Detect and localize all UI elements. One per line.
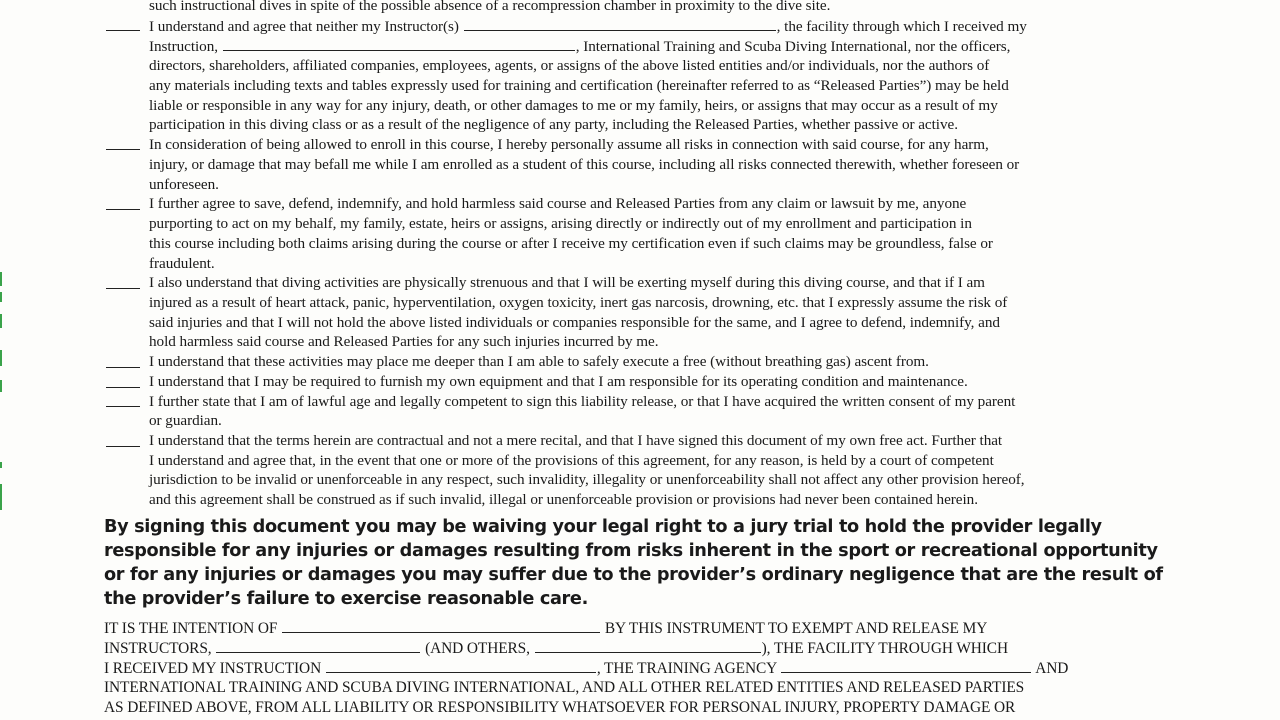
initial-blank[interactable]	[106, 367, 140, 368]
intention-text: IT IS THE INTENTION OF	[104, 620, 278, 637]
initial-blank[interactable]	[106, 387, 140, 388]
instruction-facility-blank[interactable]	[326, 658, 596, 673]
clause-line: In consideration of being allowed to enroll in this course, I hereby personally assume all risks in connection with said course, for any harm,	[149, 136, 989, 153]
clause-line: I understand and agree that, in the event that one or more of the provisions of this agreement, for any reason, is held by a court of competent	[149, 452, 994, 469]
clause-line: purporting to act on my behalf, my family, estate, heirs or assigns, arising directly or indirectly out of my enrollment and participation in	[149, 215, 972, 232]
intention-line: AS DEFINED ABOVE, FROM ALL LIABILITY OR RESPONSIBILITY WHATSOEVER FOR PERSONAL INJURY, PROPERTY DAMAGE OR	[104, 699, 1016, 716]
clause-line: participation in this diving class or as a result of the negligence of any party, including the Released Parties, whether passive or active.	[149, 116, 958, 133]
intention-text: AND	[1035, 660, 1069, 677]
intention-line	[104, 658, 1068, 679]
clause-line: hold harmless said course and Released Parties for any such injuries incurred by me.	[149, 333, 659, 350]
initial-blank[interactable]	[106, 446, 140, 447]
training-agency-blank[interactable]	[781, 658, 1031, 673]
instructor-name-blank[interactable]	[464, 16, 776, 31]
clause-line: any materials including texts and tables expressly used for training and certification (hereinafter referred to as “Released Parties”) may be held	[149, 77, 1009, 94]
initial-blank[interactable]	[106, 30, 140, 31]
initial-blank[interactable]	[106, 406, 140, 407]
intention-text: BY THIS INSTRUMENT TO EXEMPT AND RELEASE MY	[604, 620, 988, 637]
clause-line: fraudulent.	[149, 255, 215, 272]
clause-line: I understand that these activities may place me deeper than I am able to safely execute a free (without breathing gas) ascent from.	[149, 353, 929, 370]
clause-line: I further state that I am of lawful age and legally competent to sign this liability release, or that I have acquired the written consent of my parent	[149, 393, 1016, 410]
intention-line: INTERNATIONAL TRAINING AND SCUBA DIVING INTERNATIONAL, AND ALL OTHER RELATED ENTITIES AND RELEASED PARTIES	[104, 679, 1025, 696]
jury-waiver-warning: responsible for any injuries or damages resulting from risks inherent in the sport or recreational opportunity	[104, 541, 1158, 561]
scan-edge-mark	[0, 350, 2, 366]
instructors-blank[interactable]	[216, 638, 420, 653]
clause-line	[149, 36, 1010, 57]
scan-edge-mark	[0, 314, 2, 328]
clause-line: liable or responsible in any way for any injury, death, or other damages to me or my family, heirs, or assigns that may occur as a result of my	[149, 97, 998, 114]
clause-line: said injuries and that I will not hold the above listed individuals or companies responsible for the same, and I agree to defend, indemnify, and	[149, 314, 1000, 331]
scan-edge-mark	[0, 484, 2, 510]
initial-blank[interactable]	[106, 209, 140, 210]
clause-text: , International Training and Scuba Diving International, nor the officers,	[575, 38, 1011, 55]
jury-waiver-warning: or for any injuries or damages you may suffer due to the provider’s ordinary negligence that are the result of	[104, 565, 1163, 585]
scan-edge-mark	[0, 272, 2, 286]
intention-text: I RECEIVED MY INSTRUCTION	[104, 660, 322, 677]
jury-waiver-warning: By signing this document you may be waiving your legal right to a jury trial to hold the provider legally	[104, 517, 1102, 537]
clause-line: I also understand that diving activities are physically strenuous and that I will be exerting myself during this diving course, and that if I am	[149, 274, 985, 291]
intention-line	[104, 638, 1008, 659]
intention-text: (AND OTHERS,	[425, 640, 530, 657]
intention-text: INSTRUCTORS,	[104, 640, 212, 657]
clause-text: I understand and agree that neither my Instructor(s)	[149, 18, 459, 35]
clause-line: I understand that the terms herein are contractual and not a mere recital, and that I have signed this document of my own free act. Further that	[149, 432, 1003, 449]
student-name-blank[interactable]	[282, 618, 600, 633]
intention-line	[104, 618, 987, 639]
scan-edge-mark	[0, 462, 2, 468]
clause-text: Instruction,	[149, 38, 218, 55]
clause-text: , the facility through which I received my	[776, 18, 1027, 35]
clause-line: I understand that I may be required to furnish my own equipment and that I am responsible for its operating condition and maintenance.	[149, 373, 968, 390]
clause-line: unforeseen.	[149, 176, 219, 193]
clause-line: I further agree to save, defend, indemnify, and hold harmless said course and Released Parties from any claim or lawsuit by me, anyone	[149, 195, 967, 212]
facility-name-blank[interactable]	[223, 36, 575, 51]
scan-edge-mark	[0, 292, 2, 302]
clause-line: directors, shareholders, affiliated companies, employees, agents, or assigns of the above listed entities and/or individuals, nor the authors of	[149, 57, 990, 74]
intention-text: , THE TRAINING AGENCY	[596, 660, 777, 677]
clause-line: jurisdiction to be invalid or unenforceable in any respect, such invalidity, illegality or unenforceability shall not affect any other provision hereof,	[149, 471, 1025, 488]
others-blank[interactable]	[535, 638, 761, 653]
scan-edge-mark	[0, 380, 2, 392]
clause-line: this course including both claims arising during the course or after I receive my certification even if such claims may be groundless, false or	[149, 235, 993, 252]
initial-blank[interactable]	[106, 149, 140, 150]
jury-waiver-warning: the provider’s failure to exercise reasonable care.	[104, 589, 588, 609]
clause-line: injured as a result of heart attack, panic, hyperventilation, oxygen toxicity, inert gas narcosis, drowning, etc. that I expressly assume the risk of	[149, 294, 1008, 311]
intention-text: ), THE FACILITY THROUGH WHICH	[761, 640, 1008, 657]
clause-line: injury, or damage that may befall me while I am enrolled as a student of this course, including all risks connected therewith, whether foreseen or	[149, 156, 1020, 173]
clause-line	[149, 16, 1027, 37]
clause-line: or guardian.	[149, 412, 222, 429]
initial-blank[interactable]	[106, 288, 140, 289]
clause-line: and this agreement shall be construed as if such invalid, illegal or unenforceable provision or provisions had never been contained herein.	[149, 491, 978, 508]
clause-line: such instructional dives in spite of the possible absence of a recompression chamber in proximity to the dive site.	[149, 0, 831, 14]
